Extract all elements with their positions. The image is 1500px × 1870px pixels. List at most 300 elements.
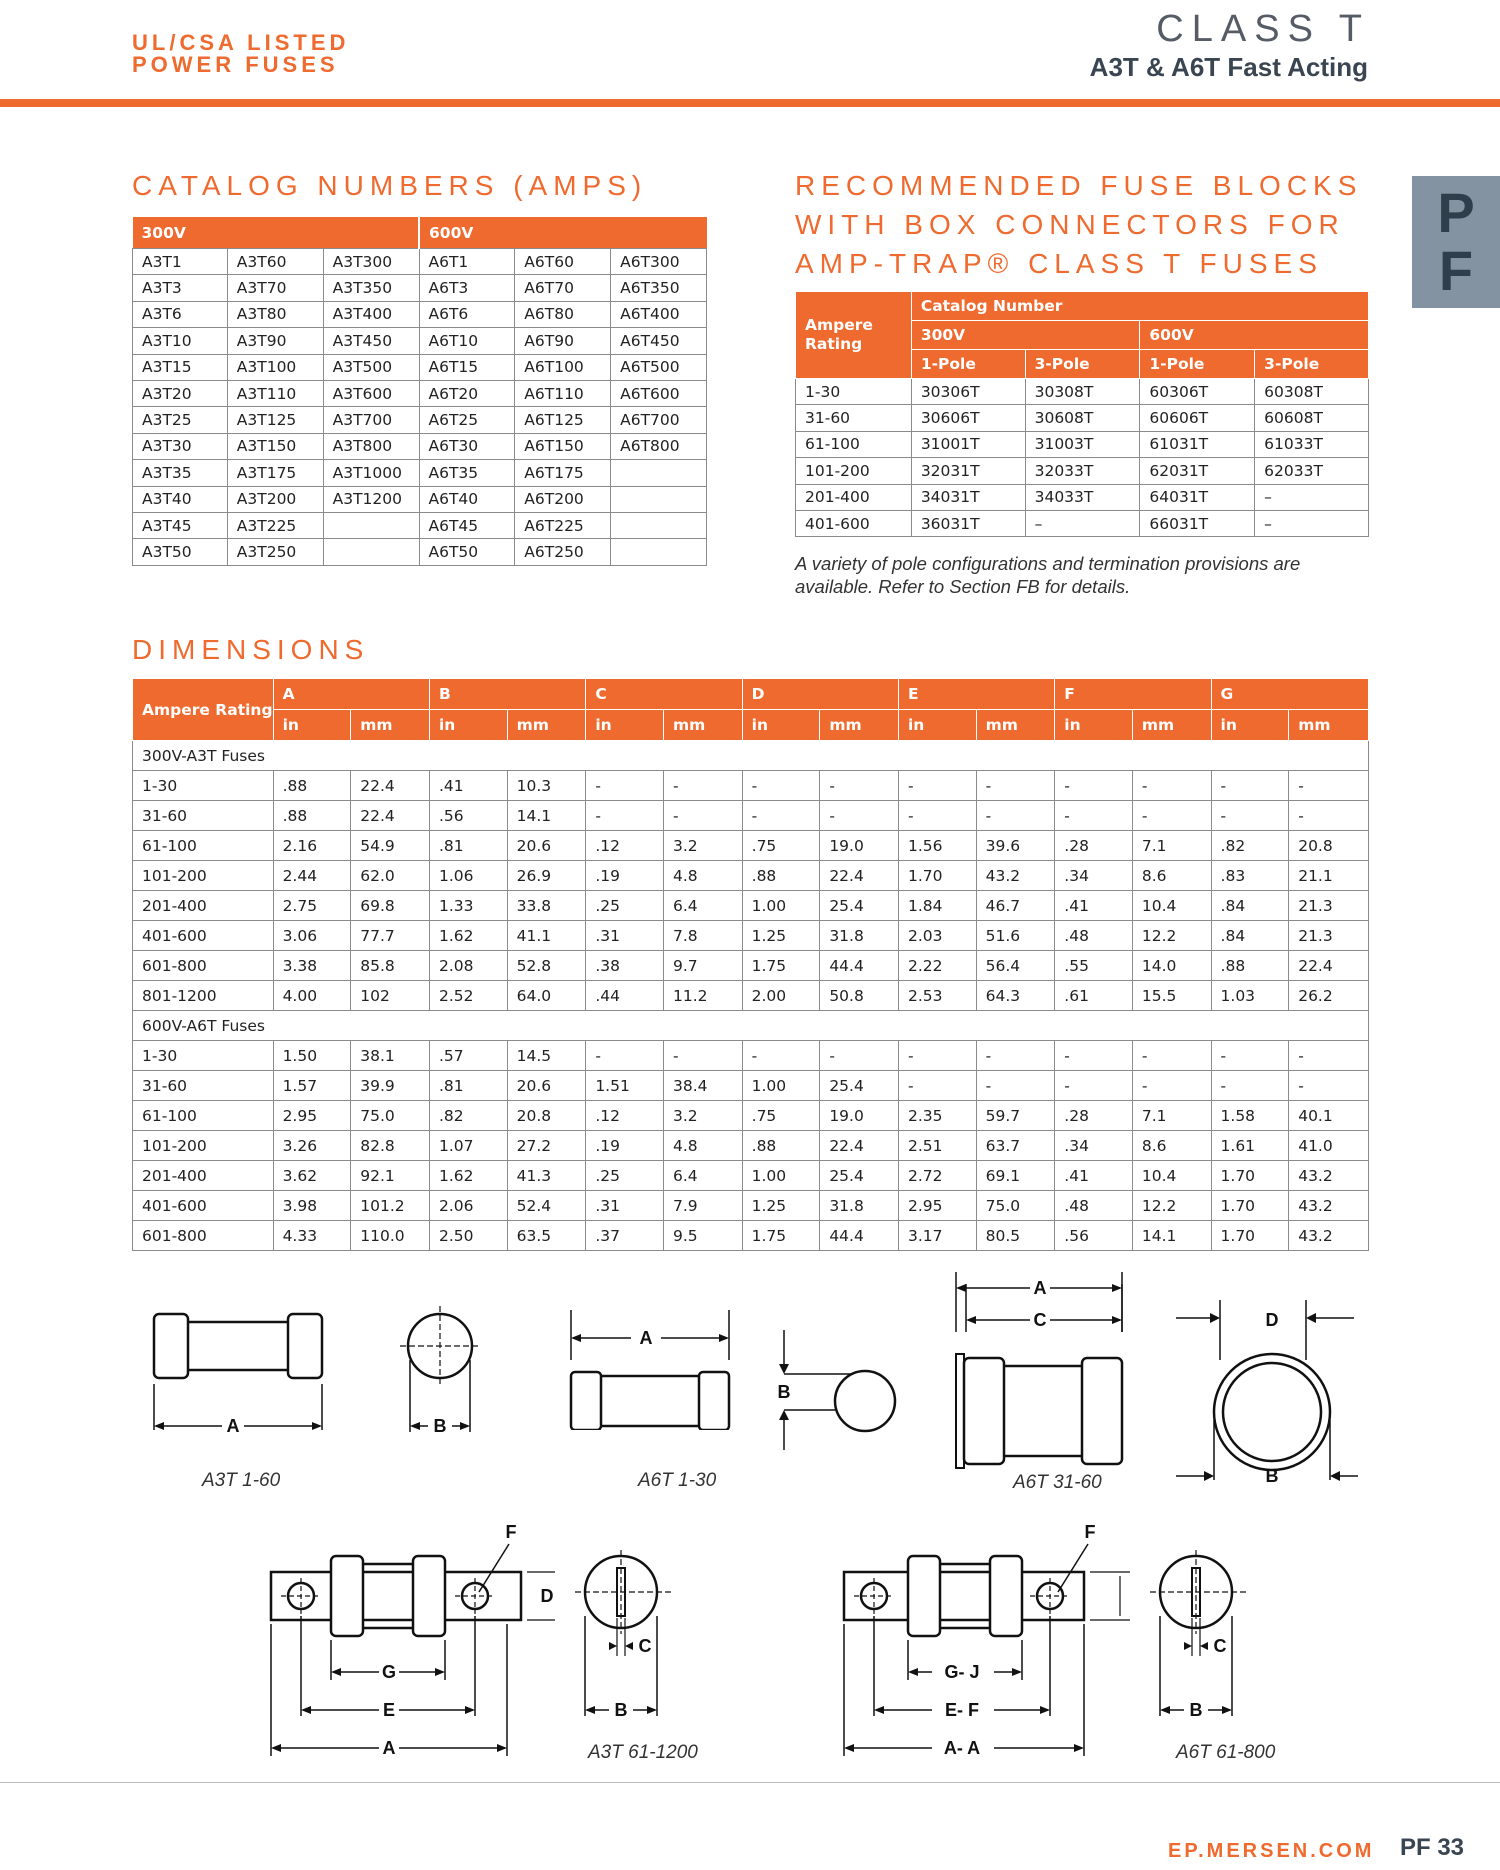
dimension-value-cell: 3.17 — [898, 1221, 976, 1251]
dimension-value-cell: 2.95 — [898, 1191, 976, 1221]
dimension-value-cell: .81 — [429, 1071, 507, 1101]
catalog-cell: A3T150 — [227, 433, 323, 459]
dimension-value-cell: 4.00 — [273, 981, 351, 1011]
dimension-value-cell: .84 — [1211, 921, 1289, 951]
dimension-letter-header: B — [429, 679, 585, 710]
dimension-group-label: 600V-A6T Fuses — [133, 1011, 1369, 1041]
dimension-value-cell: .44 — [586, 981, 664, 1011]
class-title: CLASS T — [1156, 8, 1370, 50]
dimension-value-cell: 2.50 — [429, 1221, 507, 1251]
fuse-blocks-header-300v: 300V — [911, 321, 1140, 350]
catalog-cell: A6T700 — [611, 407, 707, 433]
catalog-cell: A6T150 — [515, 433, 611, 459]
dimension-value-cell: 4.8 — [663, 861, 742, 891]
dimension-value-cell: 25.4 — [820, 1071, 899, 1101]
fuse-blocks-header-600v: 600V — [1140, 321, 1369, 350]
dimension-value-cell: 31.8 — [820, 921, 899, 951]
dimension-value-cell: 64.0 — [507, 981, 586, 1011]
dimension-value-cell: 7.1 — [1132, 831, 1211, 861]
dimension-value-cell: 1.25 — [742, 1191, 820, 1221]
catalog-cell: A6T40 — [419, 486, 515, 512]
dimension-value-cell: 69.1 — [976, 1161, 1055, 1191]
ampere-rating-cell: 61-100 — [796, 431, 912, 457]
fuse-blocks-note: A variety of pole configurations and termination provisions are available. Refer to Section FB for details. — [795, 553, 1301, 597]
dimension-value-cell: 52.4 — [507, 1191, 586, 1221]
fuse-blocks-row — [796, 405, 1369, 431]
dimension-value-cell: 25.4 — [820, 1161, 899, 1191]
brand-line-2: POWER FUSES — [132, 52, 339, 77]
dimension-value-cell: .81 — [429, 831, 507, 861]
dimension-value-cell: - — [663, 801, 742, 831]
dimension-row — [133, 891, 1369, 921]
catalog-cell — [323, 512, 419, 538]
dimension-value-cell: 38.1 — [351, 1041, 430, 1071]
ampere-rating-cell: 401-600 — [796, 510, 912, 536]
dimension-value-cell: 1.75 — [742, 951, 820, 981]
catalog-number-cell: 30608T — [1025, 405, 1140, 431]
dimension-letter-header: A — [273, 679, 429, 710]
dimension-value-cell: 8.6 — [1132, 861, 1211, 891]
dimension-value-cell: 1.00 — [742, 891, 820, 921]
dimension-value-cell: - — [1289, 801, 1369, 831]
dimension-group-row — [133, 741, 1369, 771]
catalog-number-cell: 30308T — [1025, 379, 1140, 405]
catalog-cell: A6T400 — [611, 301, 707, 327]
dimension-value-cell: 1.75 — [742, 1221, 820, 1251]
dimension-value-cell: - — [898, 1071, 976, 1101]
dimension-value-cell: 2.03 — [898, 921, 976, 951]
dim-label-f: F — [1084, 1522, 1096, 1542]
catalog-cell: A3T200 — [227, 486, 323, 512]
diagram-a6t-1-30 — [565, 1310, 735, 1430]
dimension-value-cell: 1.25 — [742, 921, 820, 951]
dimension-value-cell: 6.4 — [663, 891, 742, 921]
catalog-number-cell: 60608T — [1255, 405, 1369, 431]
diagram-a3t-1-60 — [148, 1300, 338, 1450]
dimension-value-cell: - — [976, 1071, 1055, 1101]
dimension-value-cell: 22.4 — [351, 801, 430, 831]
catalog-cell — [611, 460, 707, 486]
footer-rule — [0, 1782, 1500, 1783]
dimension-value-cell: 2.00 — [742, 981, 820, 1011]
dimension-value-cell: 15.5 — [1132, 981, 1211, 1011]
unit-mm-header: mm — [976, 710, 1055, 741]
dim-label-a: A — [639, 1328, 653, 1348]
dimension-row — [133, 1191, 1369, 1221]
dimension-value-cell: 2.16 — [273, 831, 351, 861]
diagram-a6t-31-60-end — [1172, 1300, 1362, 1500]
catalog-cell: A3T90 — [227, 328, 323, 354]
dimension-letter-header: G — [1211, 679, 1368, 710]
catalog-table — [132, 217, 707, 566]
catalog-cell: A3T45 — [133, 512, 228, 538]
fuse-blocks-header-pole: 3-Pole — [1025, 350, 1140, 379]
dimension-value-cell: 22.4 — [1289, 951, 1369, 981]
dimension-value-cell: 1.51 — [586, 1071, 664, 1101]
catalog-cell: A3T100 — [227, 354, 323, 380]
dimension-value-cell: 102 — [351, 981, 430, 1011]
diagram-a6t-31-60 — [950, 1272, 1130, 1472]
dimension-group-label: 300V-A3T Fuses — [133, 741, 1369, 771]
dimension-value-cell: 59.7 — [976, 1101, 1055, 1131]
dimension-value-cell: 2.35 — [898, 1101, 976, 1131]
catalog-cell: A6T100 — [515, 354, 611, 380]
catalog-row — [133, 539, 707, 565]
dimension-value-cell: 56.4 — [976, 951, 1055, 981]
dimension-value-cell: 41.0 — [1289, 1131, 1369, 1161]
dimension-value-cell: 1.70 — [1211, 1191, 1289, 1221]
dimension-value-cell: - — [1289, 1041, 1369, 1071]
catalog-cell — [323, 539, 419, 565]
catalog-cell: A6T1 — [419, 249, 515, 275]
catalog-number-cell: 64031T — [1140, 484, 1255, 510]
diagram-caption: A6T 31-60 — [1013, 1472, 1102, 1493]
catalog-cell: A6T125 — [515, 407, 611, 433]
catalog-row — [133, 301, 707, 327]
dimension-value-cell: .56 — [429, 801, 507, 831]
catalog-header-600v: 600V — [419, 217, 707, 249]
dim-label-g: G — [381, 1662, 397, 1682]
unit-in-header: in — [273, 710, 351, 741]
dimension-value-cell: 77.7 — [351, 921, 430, 951]
dimension-value-cell: 9.5 — [663, 1221, 742, 1251]
dimension-value-cell: 43.2 — [1289, 1221, 1369, 1251]
catalog-row — [133, 249, 707, 275]
ampere-rating-cell: 31-60 — [133, 801, 274, 831]
catalog-cell: A3T3 — [133, 275, 228, 301]
dimension-value-cell: .25 — [586, 1161, 664, 1191]
dimension-value-cell: 4.33 — [273, 1221, 351, 1251]
dimension-value-cell: 1.84 — [898, 891, 976, 921]
dimension-value-cell: 1.61 — [1211, 1131, 1289, 1161]
dimension-value-cell: 101.2 — [351, 1191, 430, 1221]
dimension-value-cell: 14.1 — [507, 801, 586, 831]
catalog-row — [133, 460, 707, 486]
dimension-value-cell: 3.2 — [663, 831, 742, 861]
dimension-value-cell: 6.4 — [663, 1161, 742, 1191]
dim-label-a: A — [1033, 1278, 1047, 1298]
catalog-cell: A3T70 — [227, 275, 323, 301]
dimension-value-cell: .34 — [1055, 861, 1133, 891]
dimension-value-cell: 40.1 — [1289, 1101, 1369, 1131]
dimension-value-cell: 22.4 — [351, 771, 430, 801]
dimension-value-cell: - — [1211, 1071, 1289, 1101]
dim-label-gj: G- J — [944, 1662, 980, 1682]
catalog-cell: A3T300 — [323, 249, 419, 275]
dimension-value-cell: .41 — [429, 771, 507, 801]
dimension-value-cell: .19 — [586, 1131, 664, 1161]
catalog-number-cell: 32031T — [911, 458, 1025, 484]
dimension-value-cell: - — [898, 1041, 976, 1071]
catalog-cell: A3T450 — [323, 328, 419, 354]
fuse-blocks-table — [795, 291, 1369, 537]
dim-label-b: B — [1189, 1700, 1203, 1720]
catalog-cell: A6T30 — [419, 433, 515, 459]
dimension-row — [133, 801, 1369, 831]
dimensions-units-row — [133, 710, 1369, 741]
catalog-cell: A6T80 — [515, 301, 611, 327]
dimension-value-cell: .88 — [273, 771, 351, 801]
catalog-number-cell: 60308T — [1255, 379, 1369, 405]
footer-url[interactable]: EP.MERSEN.COM — [1168, 1840, 1375, 1862]
fuse-blocks-title — [795, 166, 1362, 283]
dimension-letter-header: F — [1055, 679, 1211, 710]
catalog-cell: A3T10 — [133, 328, 228, 354]
dimension-value-cell: 46.7 — [976, 891, 1055, 921]
dimensions-header-ampere: Ampere Rating — [133, 679, 274, 741]
dimension-value-cell: .25 — [586, 891, 664, 921]
diagram-caption: A3T 61-1200 — [588, 1742, 698, 1763]
catalog-cell: A6T800 — [611, 433, 707, 459]
dimension-value-cell: 19.0 — [820, 831, 899, 861]
dimension-value-cell: .55 — [1055, 951, 1133, 981]
dimension-value-cell: .75 — [742, 831, 820, 861]
dimension-value-cell: 2.44 — [273, 861, 351, 891]
fuse-blocks-title-line: RECOMMENDED FUSE BLOCKS — [795, 170, 1363, 201]
catalog-cell: A6T175 — [515, 460, 611, 486]
dimension-value-cell: - — [1055, 1071, 1133, 1101]
dimension-value-cell: 80.5 — [976, 1221, 1055, 1251]
catalog-row — [133, 328, 707, 354]
dim-label-ef: E- F — [945, 1700, 979, 1720]
dimension-row — [133, 1131, 1369, 1161]
dimension-value-cell: 2.95 — [273, 1101, 351, 1131]
catalog-cell: A6T25 — [419, 407, 515, 433]
catalog-number-cell: 66031T — [1140, 510, 1255, 536]
dimension-row — [133, 981, 1369, 1011]
catalog-cell: A6T3 — [419, 275, 515, 301]
catalog-number-cell: 30606T — [911, 405, 1025, 431]
dimension-value-cell: 1.70 — [1211, 1161, 1289, 1191]
catalog-header-300v: 300V — [133, 217, 420, 249]
dimension-value-cell: 1.50 — [273, 1041, 351, 1071]
dimension-value-cell: 1.58 — [1211, 1101, 1289, 1131]
catalog-cell: A3T700 — [323, 407, 419, 433]
catalog-cell: A6T60 — [515, 249, 611, 275]
ampere-rating-cell: 401-600 — [133, 1191, 274, 1221]
dimension-value-cell: 12.2 — [1132, 921, 1211, 951]
catalog-number-cell: 30306T — [911, 379, 1025, 405]
catalog-number-cell: 60606T — [1140, 405, 1255, 431]
ampere-rating-cell: 401-600 — [133, 921, 274, 951]
catalog-number-cell: 31001T — [911, 431, 1025, 457]
catalog-cell: A3T50 — [133, 539, 228, 565]
dimension-value-cell: .31 — [586, 1191, 664, 1221]
dimension-row — [133, 861, 1369, 891]
dimension-value-cell: 11.2 — [663, 981, 742, 1011]
unit-in-header: in — [1211, 710, 1289, 741]
catalog-number-cell: 60306T — [1140, 379, 1255, 405]
catalog-row — [133, 380, 707, 406]
dimensions-title: DIMENSIONS — [132, 634, 370, 665]
dimension-value-cell: 22.4 — [820, 1131, 899, 1161]
catalog-number-cell: 31003T — [1025, 431, 1140, 457]
catalog-cell — [611, 539, 707, 565]
unit-in-header: in — [429, 710, 507, 741]
dimension-value-cell: 21.1 — [1289, 861, 1369, 891]
dim-label-c: C — [1033, 1310, 1047, 1330]
ampere-rating-cell: 31-60 — [133, 1071, 274, 1101]
dimension-value-cell: .88 — [742, 861, 820, 891]
dimension-value-cell: 43.2 — [976, 861, 1055, 891]
dim-label-b: B — [1265, 1466, 1279, 1486]
dimension-value-cell: - — [663, 771, 742, 801]
dimension-value-cell: .12 — [586, 831, 664, 861]
catalog-cell: A6T350 — [611, 275, 707, 301]
diagram-a6t-61-800 — [840, 1520, 1140, 1760]
dimension-value-cell: 1.00 — [742, 1071, 820, 1101]
ampere-rating-cell: 201-400 — [133, 1161, 274, 1191]
dimension-value-cell: 10.4 — [1132, 891, 1211, 921]
catalog-number-cell: 61033T — [1255, 431, 1369, 457]
diagram-a6t-61-800-end — [1150, 1546, 1250, 1726]
dimension-value-cell: 7.8 — [663, 921, 742, 951]
ampere-rating-cell: 1-30 — [796, 379, 912, 405]
dimension-value-cell: - — [663, 1041, 742, 1071]
catalog-cell: A6T300 — [611, 249, 707, 275]
unit-mm-header: mm — [1289, 710, 1369, 741]
dimension-value-cell: - — [1132, 801, 1211, 831]
dimension-value-cell: 2.52 — [429, 981, 507, 1011]
dim-label-a: A — [226, 1416, 240, 1436]
dimension-value-cell: 1.00 — [742, 1161, 820, 1191]
dimension-group-row — [133, 1011, 1369, 1041]
dimension-value-cell: 1.03 — [1211, 981, 1289, 1011]
ampere-rating-cell: 601-800 — [133, 951, 274, 981]
dimension-value-cell: 44.4 — [820, 1221, 899, 1251]
catalog-cell: A3T1000 — [323, 460, 419, 486]
dimension-value-cell: .82 — [1211, 831, 1289, 861]
dim-label-d: D — [1265, 1310, 1279, 1330]
dimension-value-cell: - — [1055, 1041, 1133, 1071]
dimension-value-cell: .28 — [1055, 1101, 1133, 1131]
dimension-value-cell: - — [976, 771, 1055, 801]
fuse-blocks-header-row — [796, 292, 1369, 321]
catalog-number-cell: 61031T — [1140, 431, 1255, 457]
dimension-letter-header: E — [898, 679, 1054, 710]
dimension-value-cell: 1.57 — [273, 1071, 351, 1101]
class-subtitle: A3T & A6T Fast Acting — [1089, 52, 1368, 82]
fuse-blocks-row — [796, 379, 1369, 405]
catalog-cell: A6T6 — [419, 301, 515, 327]
dimension-value-cell: .34 — [1055, 1131, 1133, 1161]
catalog-title: CATALOG NUMBERS (AMPS) — [132, 170, 648, 201]
dimension-value-cell: 7.1 — [1132, 1101, 1211, 1131]
dimension-value-cell: - — [820, 1041, 899, 1071]
dimension-value-cell: .38 — [586, 951, 664, 981]
unit-in-header: in — [1055, 710, 1133, 741]
dimension-value-cell: .61 — [1055, 981, 1133, 1011]
catalog-row — [133, 433, 707, 459]
dimension-value-cell: 2.75 — [273, 891, 351, 921]
catalog-cell: A6T15 — [419, 354, 515, 380]
unit-mm-header: mm — [1132, 710, 1211, 741]
catalog-cell: A6T250 — [515, 539, 611, 565]
dimension-value-cell: .41 — [1055, 891, 1133, 921]
catalog-cell: A6T20 — [419, 380, 515, 406]
dimension-value-cell: - — [1211, 801, 1289, 831]
dimension-value-cell: .19 — [586, 861, 664, 891]
dimension-value-cell: 9.7 — [663, 951, 742, 981]
diagram-caption: A3T 1-60 — [202, 1470, 281, 1491]
section-tab-letter: P — [1437, 181, 1475, 244]
dimension-value-cell: 43.2 — [1289, 1191, 1369, 1221]
dimension-value-cell: 1.06 — [429, 861, 507, 891]
fuse-blocks-header-ampere: Ampere Rating — [796, 292, 912, 379]
dimension-row — [133, 1221, 1369, 1251]
fuse-blocks-title-line: AMP-TRAP® CLASS T FUSES — [795, 248, 1323, 279]
catalog-row — [133, 512, 707, 538]
dimension-value-cell: 14.5 — [507, 1041, 586, 1071]
dimension-value-cell: - — [1132, 1071, 1211, 1101]
catalog-cell: A3T125 — [227, 407, 323, 433]
dimension-value-cell: - — [1132, 1041, 1211, 1071]
dimension-value-cell: 3.06 — [273, 921, 351, 951]
dimension-value-cell: .41 — [1055, 1161, 1133, 1191]
dimension-letter-header: D — [742, 679, 898, 710]
dimension-value-cell: .48 — [1055, 921, 1133, 951]
dim-label-b: B — [614, 1700, 628, 1720]
catalog-cell: A3T60 — [227, 249, 323, 275]
catalog-number-cell: 32033T — [1025, 458, 1140, 484]
dimension-row — [133, 1041, 1369, 1071]
dimension-value-cell: 51.6 — [976, 921, 1055, 951]
dimension-value-cell: - — [586, 771, 664, 801]
ampere-rating-cell: 31-60 — [796, 405, 912, 431]
catalog-cell — [611, 512, 707, 538]
dimension-value-cell: 20.8 — [1289, 831, 1369, 861]
dim-label-e: E — [382, 1700, 396, 1720]
dimension-value-cell: 39.6 — [976, 831, 1055, 861]
fuse-blocks-header-catalog: Catalog Number — [911, 292, 1368, 321]
dimension-value-cell: 19.0 — [820, 1101, 899, 1131]
ampere-rating-cell: 801-1200 — [133, 981, 274, 1011]
dimension-value-cell: 7.9 — [663, 1191, 742, 1221]
dimension-value-cell: - — [586, 801, 664, 831]
catalog-cell: A3T225 — [227, 512, 323, 538]
catalog-row — [133, 275, 707, 301]
dim-label-d: D — [540, 1586, 554, 1606]
catalog-cell: A6T500 — [611, 354, 707, 380]
dimension-value-cell: .57 — [429, 1041, 507, 1071]
dimension-value-cell: - — [898, 801, 976, 831]
fuse-blocks-row — [796, 484, 1369, 510]
dimension-value-cell: 21.3 — [1289, 891, 1369, 921]
dimension-value-cell: - — [1055, 771, 1133, 801]
fuse-blocks-header-pole: 3-Pole — [1255, 350, 1369, 379]
ampere-rating-cell: 201-400 — [133, 891, 274, 921]
catalog-cell: A6T225 — [515, 512, 611, 538]
dimension-value-cell: 52.8 — [507, 951, 586, 981]
dimension-value-cell: 2.51 — [898, 1131, 976, 1161]
dimension-value-cell: - — [1211, 1041, 1289, 1071]
dimension-value-cell: 20.6 — [507, 1071, 586, 1101]
dimension-value-cell: 63.5 — [507, 1221, 586, 1251]
dimension-row — [133, 1071, 1369, 1101]
dimension-value-cell: - — [976, 1041, 1055, 1071]
dimension-value-cell: 21.3 — [1289, 921, 1369, 951]
catalog-cell: A3T40 — [133, 486, 228, 512]
catalog-cell: A3T350 — [323, 275, 419, 301]
catalog-number-cell: 62031T — [1140, 458, 1255, 484]
ampere-rating-cell: 101-200 — [796, 458, 912, 484]
dimension-value-cell: 4.8 — [663, 1131, 742, 1161]
catalog-cell: A3T800 — [323, 433, 419, 459]
dimension-value-cell: 20.8 — [507, 1101, 586, 1131]
dimension-value-cell: 1.62 — [429, 921, 507, 951]
ampere-rating-cell: 61-100 — [133, 1101, 274, 1131]
diagram-a6t-1-30-end — [770, 1330, 900, 1450]
